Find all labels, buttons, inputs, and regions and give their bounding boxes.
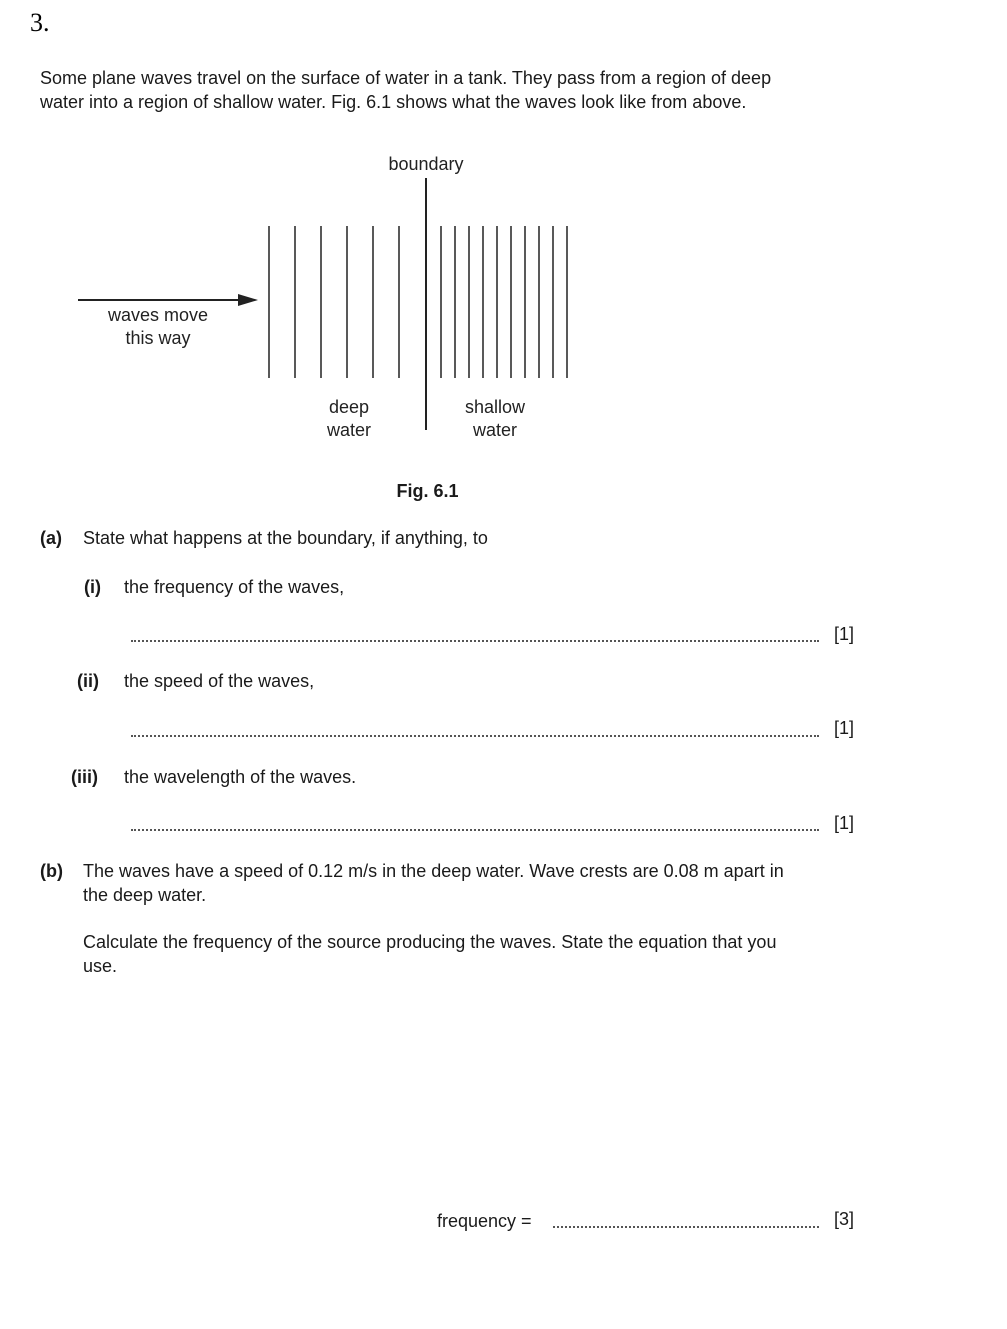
part-a-text: State what happens at the boundary, if anything, to <box>83 528 488 548</box>
part-b-text-2-line-2: use. <box>83 956 118 976</box>
question-number: 3. <box>30 8 50 37</box>
part-a-i-label: (i) <box>84 577 101 597</box>
part-a-i-text: the frequency of the waves, <box>124 577 345 597</box>
part-a-iii-text: the wavelength of the waves. <box>124 767 357 787</box>
answer-line-a-i[interactable] <box>131 640 819 642</box>
marks-a-iii: [1] <box>834 813 855 833</box>
wave-refraction-diagram <box>0 140 1007 460</box>
intro-line-1: Some plane waves travel on the surface of water in a tank. They pass from a region of deep <box>40 68 772 88</box>
part-a-ii-text: the speed of the waves, <box>124 671 315 691</box>
part-a-iii-label: (iii) <box>71 767 98 787</box>
part-b-text-1-line-1: The waves have a speed of 0.12 m/s in the deep water. Wave crests are 0.08 m apart in <box>83 861 784 881</box>
deep-water-label-line-1: deep <box>328 397 370 417</box>
boundary-label: boundary <box>388 154 464 174</box>
intro-line-2: water into a region of shallow water. Fig. 6.1 shows what the waves look like from above. <box>40 92 747 112</box>
shallow-water-wavefronts <box>441 226 567 378</box>
question-intro <box>40 66 870 114</box>
deep-water-wavefronts <box>269 226 399 378</box>
marks-b: [3] <box>834 1209 855 1229</box>
marks-a-ii: [1] <box>834 718 855 738</box>
arrow-label-line-2: this way <box>125 328 191 348</box>
arrow-head <box>238 294 258 306</box>
answer-line-a-iii[interactable] <box>131 829 819 831</box>
frequency-answer-label: frequency = <box>437 1211 532 1231</box>
shallow-water-label-line-2: water <box>472 420 518 440</box>
frequency-answer-line[interactable] <box>553 1226 819 1228</box>
figure-caption: Fig. 6.1 <box>396 481 459 501</box>
part-b-text-1-line-2: the deep water. <box>83 885 207 905</box>
marks-a-i: [1] <box>834 624 855 644</box>
answer-line-a-ii[interactable] <box>131 735 819 737</box>
part-a-ii-label: (ii) <box>77 671 99 691</box>
part-a-label: (a) <box>40 528 62 548</box>
part-b-label: (b) <box>40 861 63 881</box>
deep-water-label-line-2: water <box>326 420 372 440</box>
part-b-text-2-line-1: Calculate the frequency of the source producing the waves. State the equation that you <box>83 932 777 952</box>
arrow-label-line-1: waves move <box>107 305 209 325</box>
shallow-water-label-line-1: shallow <box>464 397 526 417</box>
part-b-text-1 <box>83 859 873 907</box>
part-b-text-2 <box>83 930 873 978</box>
